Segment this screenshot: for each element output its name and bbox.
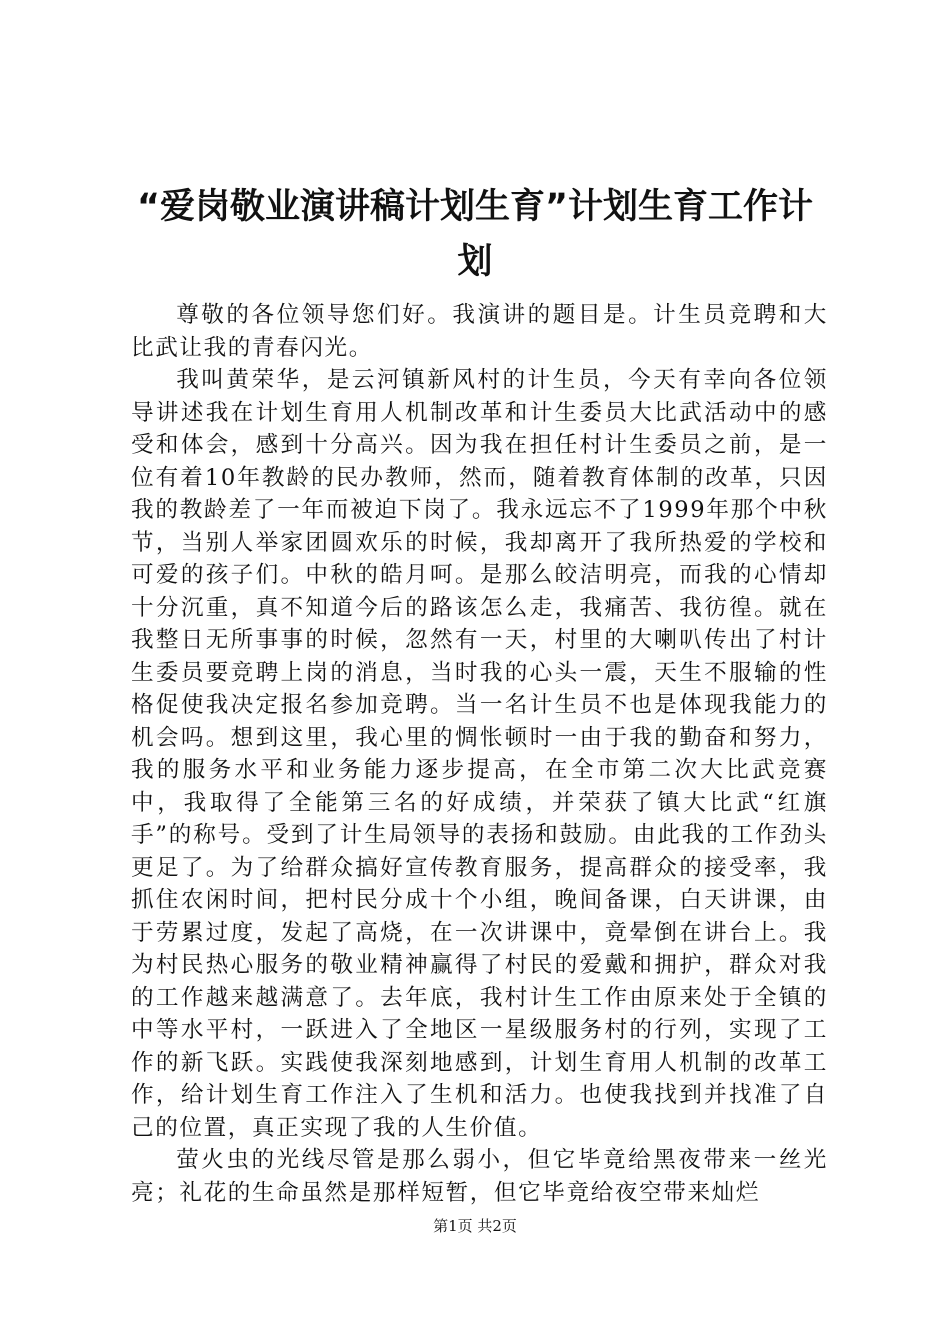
- document-body: [131, 299, 828, 1206]
- document-title: “爱岗敬业演讲稿计划生育”计划生育工作计划: [136, 187, 813, 282]
- paragraph-closing: 萤火虫的光线尽管是那么弱小，但它毕竟给黑夜带来一丝光亮；礼花的生命虽然是那样短暂，但它毕竟给夜空带来灿烂: [131, 1147, 828, 1206]
- paragraph-greeting: 尊敬的各位领导您们好。我演讲的题目是。计生员竞聘和大比武让我的青春闪光。: [131, 302, 828, 361]
- paragraph-story: 我叫黄荣华，是云河镇新风村的计生员，今天有幸向各位领导讲述我在计划生育用人机制改革和计生委员大比武活动中的感受和体会，感到十分高兴。因为我在担任村计生委员之前，是一位有着10年教龄的民办教师，然而，随着教育体制的改革，只因我的教龄差了一年而被迫下岗了。我永远忘不了1999年那个中秋节，当别人举家团圆欢乐的时候，我却离开了我所热爱的学校和可爱的孩子们。中秋的皓月呵。是那么皎洁明亮，而我的心情却十分沉重，真不知道今后的路该怎么走，我痛苦、我彷徨。就在我整日无所事事的时候，忽然有一天，村里的大喇叭传出了村计生委员要竞聘上岗的消息，当时我的心头一震，天生不服输的性格促使我决定报名参加竞聘。当一名计生员不也是体现我能力的机会吗。想到这里，我心里的惆怅顿时一由于我的勤奋和努力，我的服务水平和业务能力逐步提高，在全市第二次大比武竞赛中，我取得了全能第三名的好成绩，并荣获了镇大比武“红旗手”的称号。受到了计生局领导的表扬和鼓励。由此我的工作劲头更足了。为了给群众搞好宣传教育服务，提高群众的接受率，我抓住农闲时间，把村民分成十个小组，晚间备课，白天讲课，由于劳累过度，发起了高烧，在一次讲课中，竟晕倒在讲台上。我为村民热心服务的敬业精神赢得了村民的爱戴和拥护，群众对我的工作越来越满意了。去年底，我村计生工作由原来处于全镇的中等水平村，一跃进入了全地区一星级服务村的行列，实现了工作的新飞跃。实践使我深刻地感到，计划生育用人机制的改革工作，给计划生育工作注入了生机和活力。也使我找到并找准了自己的位置，真正实现了我的人生价值。: [131, 367, 828, 1141]
- page-footer: 第1页 共2页: [433, 1217, 517, 1235]
